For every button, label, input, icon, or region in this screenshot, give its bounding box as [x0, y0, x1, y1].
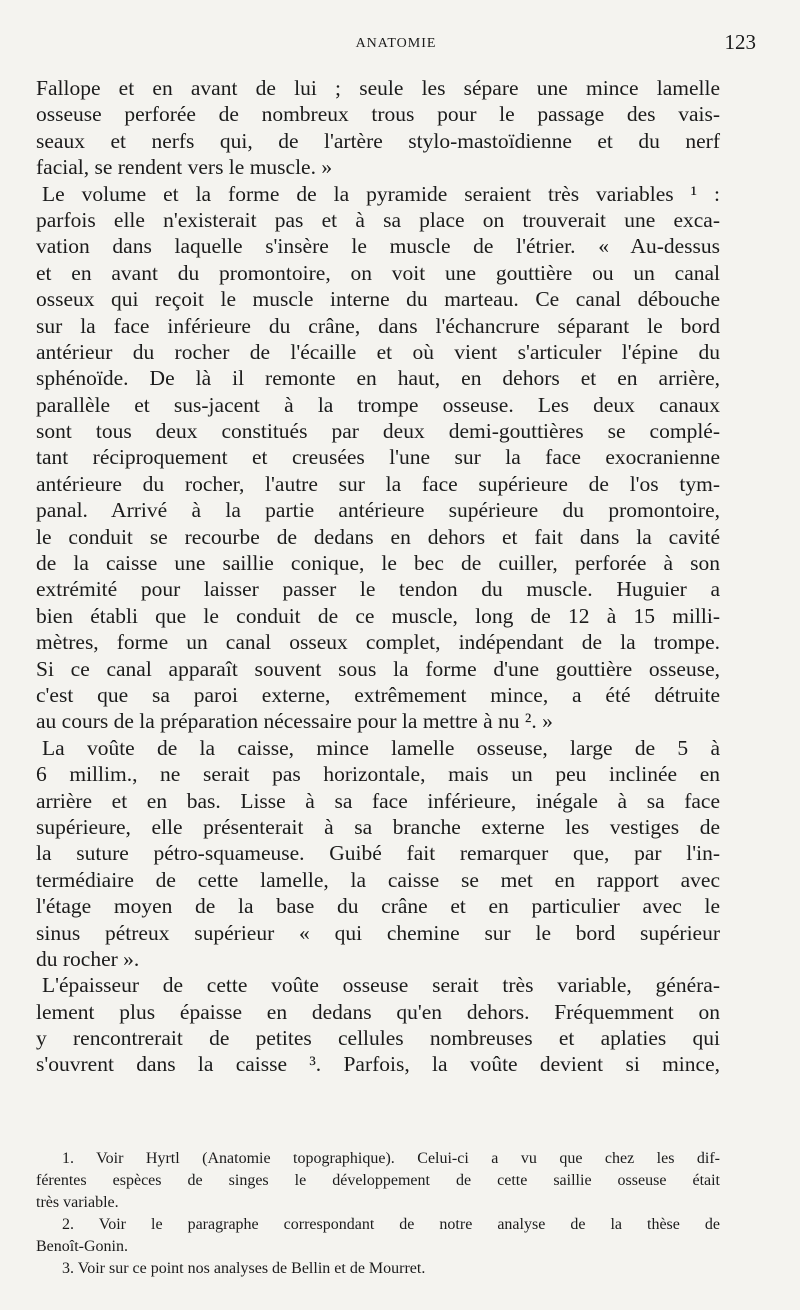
- text-line: Fallope et en avant de lui ; seule les sépare une mince lamelle: [36, 76, 720, 100]
- text-line: arrière et en bas. Lisse à sa face inférieure, inégale à sa face: [36, 788, 720, 813]
- body-text: [36, 75, 720, 1078]
- text-line: antérieure du rocher, l'autre sur la face supérieure de l'os tym-: [36, 471, 720, 496]
- text-line: au cours de la préparation nécessaire pour la mettre à nu ². »: [36, 709, 553, 734]
- text-line: L'épaisseur de cette voûte osseuse serait très variable, généra-: [42, 973, 720, 998]
- text-line: c'est que sa paroi externe, extrêmement mince, a été détruite: [36, 682, 720, 707]
- text-line: la suture pétro-squameuse. Guibé fait remarquer que, par l'in-: [36, 841, 720, 866]
- footnote-line: férentes espèces de singes le développement de cette saillie osseuse était: [36, 1172, 720, 1189]
- text-line: sinus pétreux supérieur « qui chemine sur le bord supérieur: [36, 920, 720, 945]
- footnote-line: 2. Voir le paragraphe correspondant de notre analyse de la thèse de: [62, 1216, 720, 1233]
- text-line: Le volume et la forme de la pyramide seraient très variables ¹ :: [42, 181, 720, 206]
- text-line: de la caisse une saillie conique, le bec de cuiller, perforée à son: [36, 551, 720, 576]
- footnote-line: 1. Voir Hyrtl (Anatomie topographique). Celui-ci a vu que chez les dif-: [62, 1150, 720, 1167]
- text-line: bien établi que le conduit de ce muscle, long de 12 à 15 milli-: [36, 603, 720, 628]
- footnote-line: 3. Voir sur ce point nos analyses de Bellin et de Mourret.: [62, 1260, 426, 1277]
- text-line: sur la face inférieure du crâne, dans l'échancrure séparant le bord: [36, 313, 720, 338]
- footnote-line: Benoît-Gonin.: [36, 1238, 128, 1255]
- text-line: et en avant du promontoire, on voit une gouttière ou un canal: [36, 260, 720, 285]
- text-line: mètres, forme un canal osseux complet, indépendant de la trompe.: [36, 630, 720, 655]
- text-line: panal. Arrivé à la partie antérieure supérieure du promontoire,: [36, 498, 720, 523]
- text-line: supérieure, elle présenterait à sa branche externe les vestiges de: [36, 814, 720, 839]
- text-line: parfois elle n'existerait pas et à sa place on trouverait une exca-: [36, 207, 720, 232]
- text-line: y rencontrerait de petites cellules nombreuses et aplaties qui: [36, 1026, 720, 1051]
- text-line: l'étage moyen de la base du crâne et en particulier avec le: [36, 894, 720, 919]
- text-line: le conduit se recourbe de dedans en dehors et fait dans la cavité: [36, 524, 720, 549]
- text-line: Si ce canal apparaît souvent sous la forme d'une gouttière osseuse,: [36, 656, 720, 681]
- page-header: [36, 30, 756, 60]
- text-line: 6 millim., ne serait pas horizontale, mais un peu inclinée en: [36, 762, 720, 787]
- text-line: lement plus épaisse en dedans qu'en dehors. Fréquemment on: [36, 999, 720, 1024]
- text-line: extrémité pour laisser passer le tendon du muscle. Huguier a: [36, 577, 720, 602]
- text-line: sont tous deux constitués par deux demi-gouttières se complé-: [36, 419, 720, 444]
- text-line: termédiaire de cette lamelle, la caisse se met en rapport avec: [36, 867, 720, 892]
- text-line: seaux et nerfs qui, de l'artère stylo-mastoïdienne et du nerf: [36, 128, 720, 153]
- text-line: facial, se rendent vers le muscle. »: [36, 155, 333, 180]
- text-line: s'ouvrent dans la caisse ³. Parfois, la voûte devient si mince,: [36, 1052, 720, 1077]
- text-line: La voûte de la caisse, mince lamelle osseuse, large de 5 à: [42, 735, 720, 760]
- text-line: osseuse perforée de nombreux trous pour le passage des vais-: [36, 102, 720, 127]
- text-line: vation dans laquelle s'insère le muscle de l'étrier. « Au-dessus: [36, 234, 720, 259]
- page-number: 123: [724, 30, 756, 54]
- footnote-line: très variable.: [36, 1194, 119, 1211]
- text-line: parallèle et sus-jacent à la trompe osseuse. Les deux canaux: [36, 392, 720, 417]
- text-line: du rocher ».: [36, 946, 140, 971]
- text-line: osseux qui reçoit le muscle interne du marteau. Ce canal débouche: [36, 287, 720, 312]
- text-line: tant réciproquement et creusées l'une sur la face exocranienne: [36, 445, 720, 470]
- text-line: antérieur du rocher de l'écaille et où vient s'articuler l'épine du: [36, 339, 720, 364]
- text-line: sphénoïde. De là il remonte en haut, en dehors et en arrière,: [36, 366, 720, 391]
- running-title: ANATOMIE: [355, 36, 437, 51]
- footnotes: [36, 1148, 720, 1280]
